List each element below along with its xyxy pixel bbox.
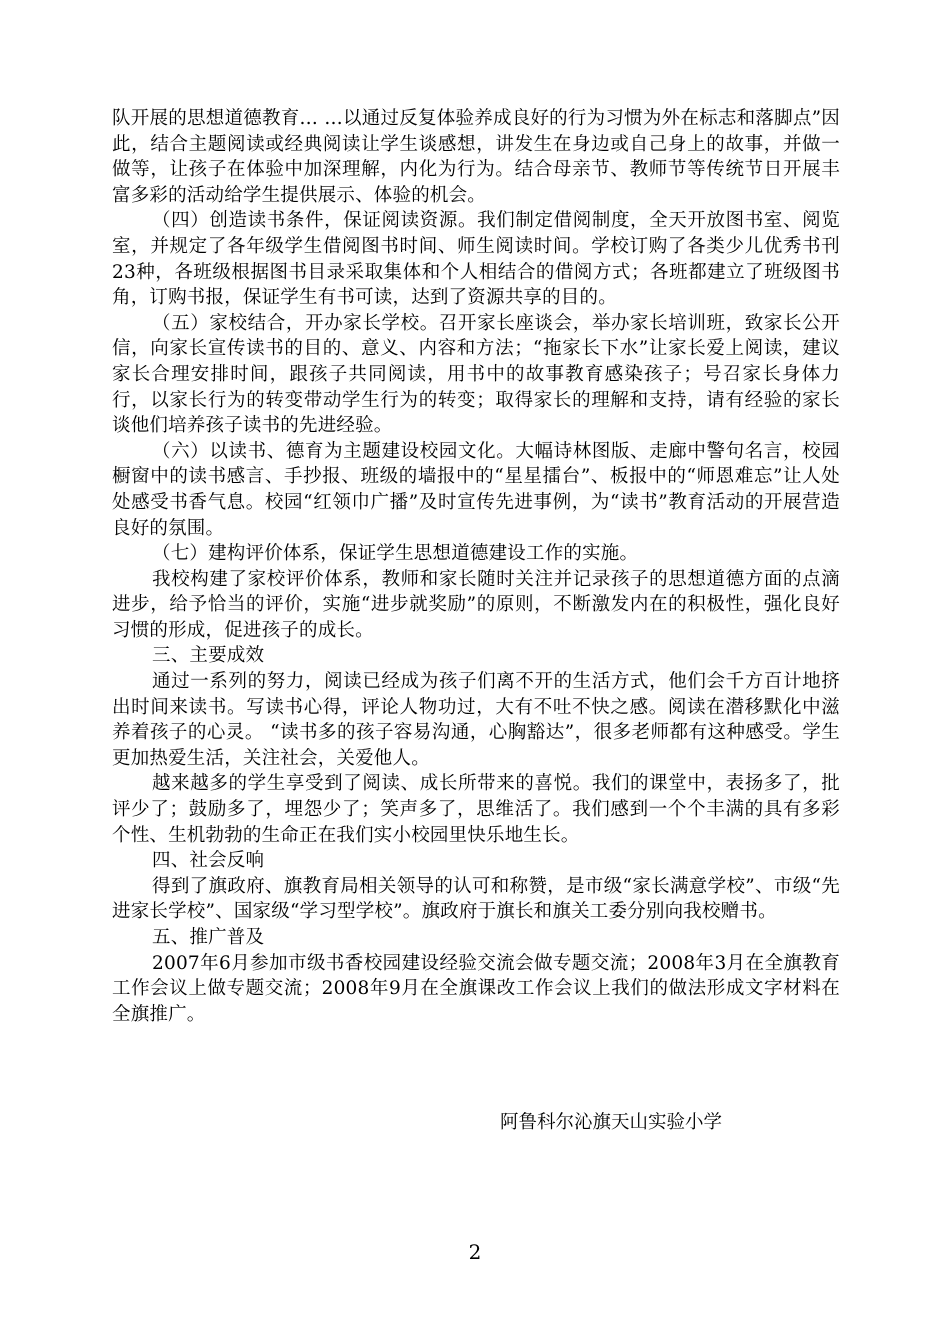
section-heading-promotion: 五、推广普及 [152, 927, 265, 948]
signature: 阿鲁科尔沁旗天山实验小学 [500, 1112, 723, 1133]
page-number: 2 [468, 1240, 482, 1264]
document-body [112, 106, 840, 1027]
section-heading-results: 三、主要成效 [152, 645, 265, 667]
paragraph-4: （六）以读书、德育为主题建设校园文化。大幅诗林图版、走廊中警句名言，校园橱窗中的读书感言、手抄报、班级的墙报中的“星星擂台”、板报中的“师恩难忘”让人处处感受书香气息。校园“红领巾广播”及时宣传先进事例，为“读书”教育活动的开展营造良好的氛围。 [112, 440, 840, 539]
paragraph-1: 队开展的思想道德教育… …以通过反复体验养成良好的行为习惯为外在标志和落脚点”因此，结合主题阅读或经典阅读让学生谈感想，讲发生在身边或自己身上的故事，并做一做等，让孩子在体验中加深理解，内化为行为。结合母亲节、教师节等传统节日开展丰富多彩的活动给学生提供展示、体验的机会。 [112, 108, 840, 206]
paragraph-5: （七）建构评价体系，保证学生思想道德建设工作的实施。 [152, 543, 639, 565]
paragraph-6: 我校构建了家校评价体系，教师和家长随时关注并记录孩子的思想道德方面的点滴进步，给予恰当的评价，实施“进步就奖励”的原则，不断激发内在的积极性，强化良好习惯的形成，促进孩子的成长。 [112, 568, 840, 641]
section-heading-social-response: 四、社会反响 [152, 850, 265, 872]
paragraph-9: 越来越多的学生享受到了阅读、成长所带来的喜悦。我们的课堂中，表扬多了，批评少了；鼓励多了，埋怨少了；笑声多了，思维活了。我们感到一个个丰满的具有多彩个性、生机勃勃的生命正在我们实小校园里快乐地生长。 [112, 773, 840, 846]
paragraph-8: 通过一系列的努力，阅读已经成为孩子们离不开的生活方式，他们会千方百计地挤出时间来读书。写读书心得，评论人物功过，大有不吐不快之感。阅读在潜移默化中滋养着孩子的心灵。 “读书多的孩子容易沟通，心胸豁达”，很多老师都有这种感受。学生更加热爱生活，关注社会，关爱他人。 [112, 671, 840, 769]
paragraph-3: （五）家校结合，开办家长学校。召开家长座谈会，举办家长培训班，致家长公开信，向家长宣传读书的目的、意义、内容和方法；“拖家长下水”让家长爱上阅读，建议家长合理安排时间，跟孩子共同阅读，用书中的故事教育感染孩子；号召家长身体力行，以家长行为的转变带动学生行为的转变；取得家长的理解和支持，请有经验的家长谈他们培养孩子读书的先进经验。 [112, 312, 841, 437]
paragraph-11: 得到了旗政府、旗教育局相关领导的认可和称赞，是市级“家长满意学校”、市级“先进家长学校”、国家级“学习型学校”。旗政府于旗长和旗关工委分别向我校赠书。 [112, 875, 840, 923]
paragraph-2: （四）创造读书条件，保证阅读资源。我们制定借阅制度，全天开放图书室、阅览室，并规定了各年级学生借阅图书时间、师生阅读时间。学校订购了各类少儿优秀书刊23种，各班级根据图书目录采取集体和个人相结合的借阅方式；各班都建立了班级图书角，订购书报，保证学生有书可读，达到了资源共享的目的。 [112, 210, 840, 309]
paragraph-13: 2007年6月参加市级书香校园建设经验交流会做专题交流；2008年3月在全旗教育工作会议上做专题交流；2008年9月在全旗课改工作会议上我们的做法形成文字材料在全旗推广。 [112, 952, 840, 1025]
